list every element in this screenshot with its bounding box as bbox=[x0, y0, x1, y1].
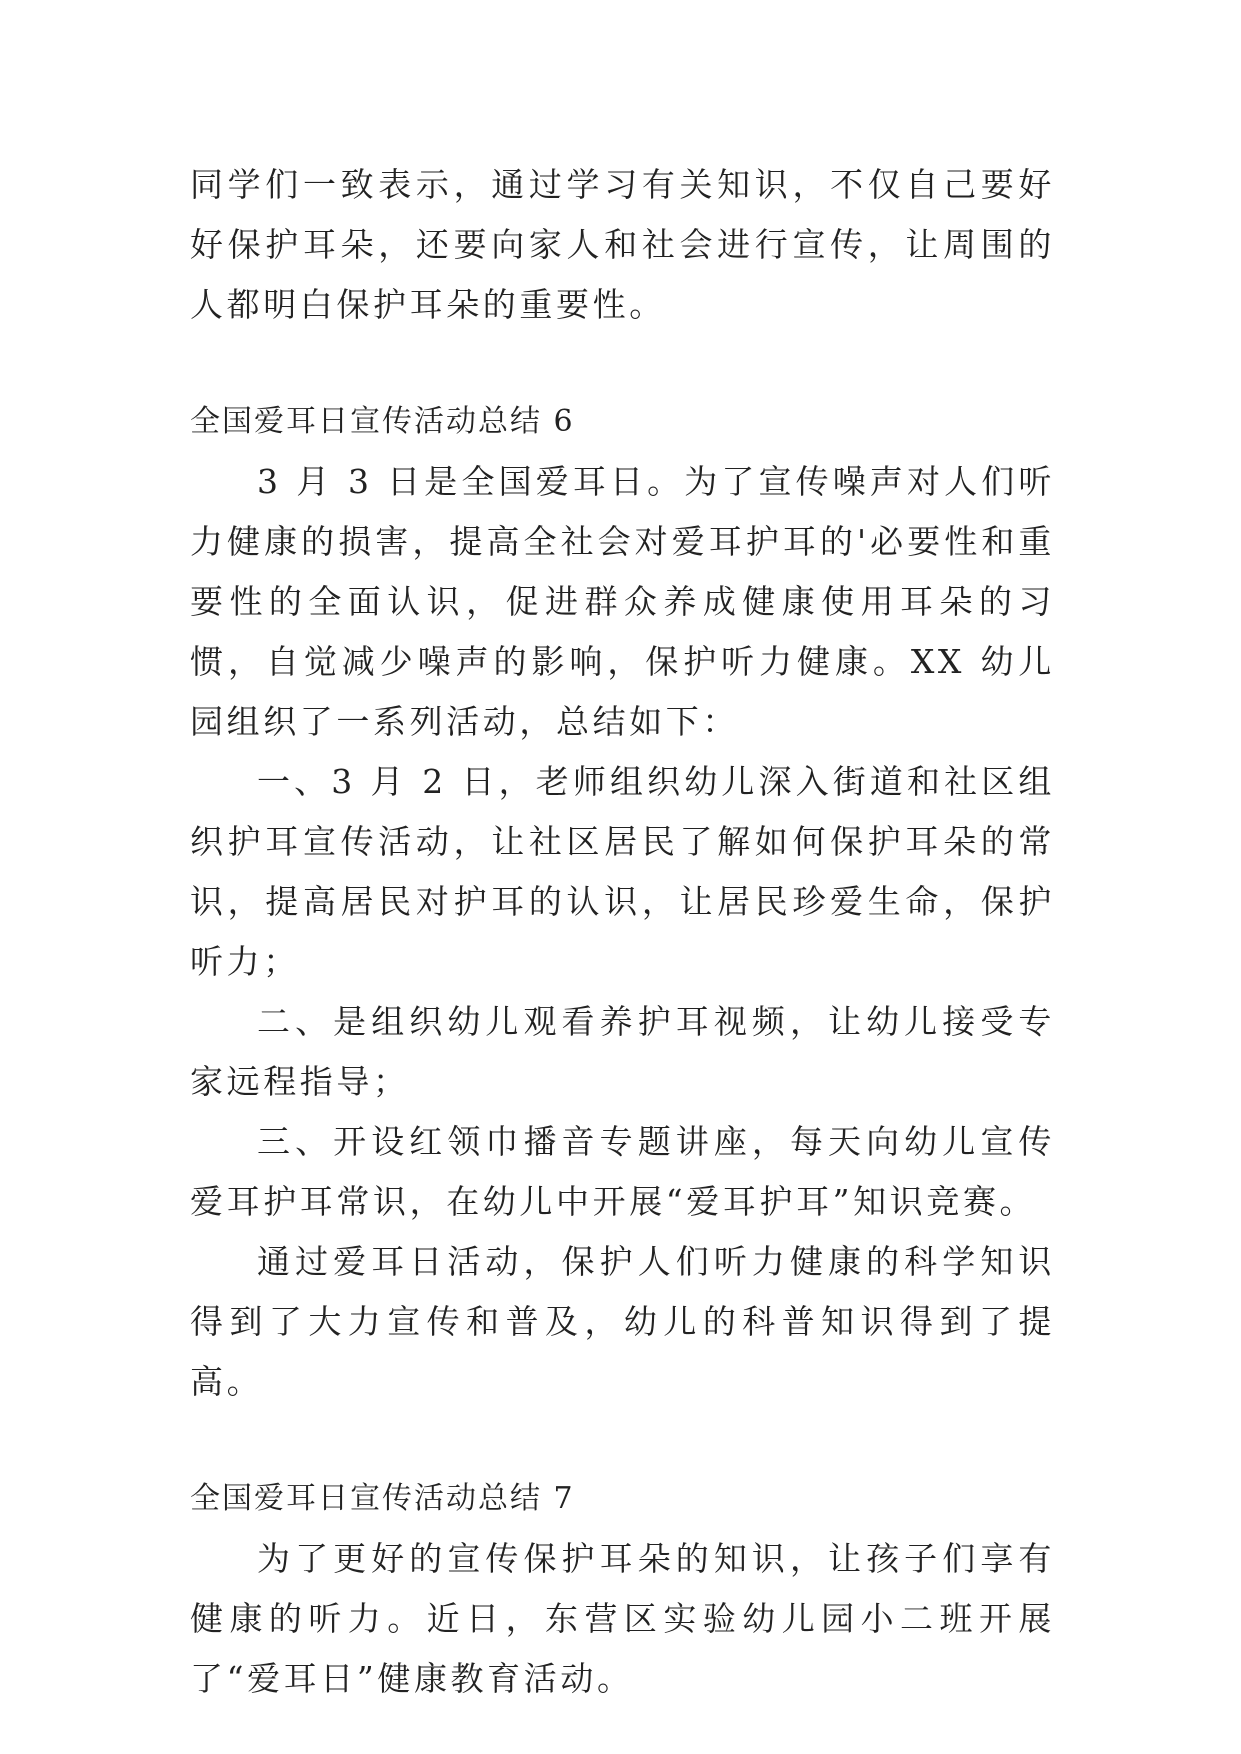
document-body bbox=[190, 155, 1055, 1709]
section-gap bbox=[190, 335, 1055, 392]
section-6-paragraph-2: 一、3 月 2 日，老师组织幼儿深入街道和社区组织护耳宣传活动，让社区居民了解如何保护耳朵的常识，提高居民对护耳的认识，让居民珍爱生命，保护听力； bbox=[190, 762, 1055, 981]
section-6-paragraph-1: 3 月 3 日是全国爱耳日。为了宣传噪声对人们听力健康的损害，提高全社会对爱耳护耳的'必要性和重要性的全面认识，促进群众养成健康使用耳朵的习惯，自觉减少噪声的影响，保护听力健康。XX 幼儿园组织了一系列活动，总结如下： bbox=[190, 462, 1055, 741]
section-7-heading: 全国爱耳日宣传活动总结 7 bbox=[190, 1481, 575, 1516]
section-6-paragraph-3: 二、是组织幼儿观看养护耳视频，让幼儿接受专家远程指导； bbox=[190, 1002, 1055, 1101]
section-6-heading: 全国爱耳日宣传活动总结 6 bbox=[190, 404, 575, 439]
section-6-paragraph-4: 三、开设红领巾播音专题讲座，每天向幼儿宣传爱耳护耳常识，在幼儿中开展“爱耳护耳”知识竞赛。 bbox=[190, 1122, 1055, 1221]
section-gap bbox=[190, 1412, 1055, 1469]
intro-paragraph: 同学们一致表示，通过学习有关知识，不仅自己要好好保护耳朵，还要向家人和社会进行宣传，让周围的人都明白保护耳朵的重要性。 bbox=[190, 165, 1055, 324]
section-7-paragraph-1: 为了更好的宣传保护耳朵的知识，让孩子们享有健康的听力。近日，东营区实验幼儿园小二班开展了“爱耳日”健康教育活动。 bbox=[190, 1539, 1055, 1698]
section-6-paragraph-5: 通过爱耳日活动，保护人们听力健康的科学知识得到了大力宣传和普及，幼儿的科普知识得到了提高。 bbox=[190, 1242, 1055, 1401]
